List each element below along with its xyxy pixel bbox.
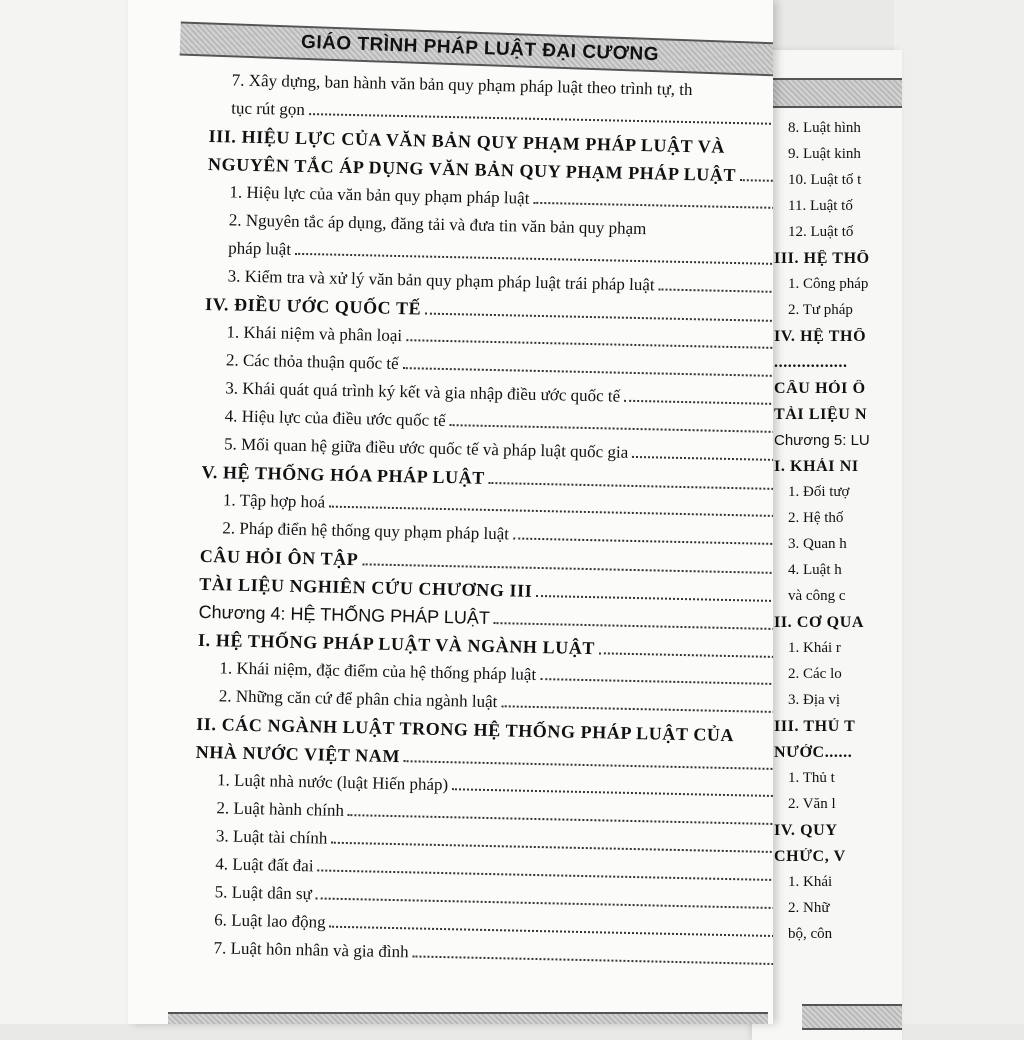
right-toc-entry: I. KHÁI NI <box>774 458 859 475</box>
right-toc-entry: 1. Khái r <box>788 640 841 656</box>
right-page <box>752 50 902 1040</box>
toc-entry-title: TÀI LIỆU NGHIÊN CỨU CHƯƠNG III <box>199 573 533 601</box>
toc-leader-dots <box>403 366 773 378</box>
toc-leader-dots <box>536 594 773 603</box>
toc-leader-dots <box>406 338 773 350</box>
right-toc-entry: 2. Hệ thố <box>788 510 844 526</box>
toc-leader-dots <box>412 954 773 965</box>
right-toc-entry: bộ, côn <box>788 926 833 942</box>
toc-entry-title: 3. Khái quát quá trình ký kết và gia nhập điều ước quốc tế <box>225 378 621 406</box>
right-toc-entry: 1. Thủ t <box>788 770 835 786</box>
right-toc-entry: III. HỆ THỐ <box>774 250 870 267</box>
toc-leader-dots <box>404 759 773 771</box>
toc-leader-dots <box>740 178 773 183</box>
right-toc-entry: 10. Luật tố t <box>788 172 862 188</box>
right-toc-entry: CHỨC, V <box>774 848 846 865</box>
right-toc-entry: 8. Luật hình <box>788 120 861 136</box>
toc-entry-title: 2. Luật hành chính <box>216 798 345 820</box>
right-page-bottom-band <box>802 1004 902 1030</box>
toc-entry-title: Chương 4: HỆ THỐNG PHÁP LUẬT <box>198 601 491 628</box>
bottom-band <box>168 1012 768 1024</box>
toc-entry-title: 5. Mối quan hệ giữa điều ước quốc tế và pháp luật quốc gia <box>223 434 629 462</box>
right-toc-entry: 4. Luật h <box>788 562 842 578</box>
right-table-of-contents <box>774 120 902 952</box>
toc-entry-title: IV. ĐIỀU ƯỚC QUỐC TẾ <box>204 293 422 319</box>
right-toc-entry: 1. Công pháp <box>788 276 869 292</box>
toc-leader-dots <box>348 813 773 826</box>
toc-entry-title: 3. Kiểm tra và xử lý văn bản quy phạm pháp luật trái pháp luật <box>227 266 655 295</box>
toc-leader-dots <box>317 868 773 881</box>
right-toc-entry: 2. Nhữ <box>788 900 830 916</box>
right-toc-entry: 1. Đối tượ <box>788 484 850 500</box>
toc-leader-dots <box>329 505 773 518</box>
toc-entry-title: NHÀ NƯỚC VIỆT NAM <box>195 741 401 767</box>
toc-entry-title: 2. Nguyên tắc áp dụng, đăng tải và đưa tin văn bản quy phạm <box>228 210 647 239</box>
right-toc-entry: ................ <box>774 354 848 371</box>
main-page <box>128 0 773 1024</box>
right-toc-entry: 3. Địa vị <box>788 692 841 708</box>
toc-leader-dots <box>309 112 773 126</box>
toc-entry-title: III. HIỆU LỰC CỦA VĂN BẢN QUY PHẠM PHÁP LUẬT VÀ <box>208 125 726 157</box>
toc-leader-dots <box>513 536 773 546</box>
right-toc-entry: 2. Các lo <box>788 666 842 682</box>
toc-entry-title: 5. Luật dân sự <box>214 882 312 904</box>
toc-leader-dots <box>494 621 773 631</box>
right-toc-entry: III. THỦ T <box>774 718 856 735</box>
toc-leader-dots <box>452 787 773 798</box>
toc-entry-title: 4. Luật đất đai <box>215 854 314 876</box>
right-toc-entry: 12. Luật tố <box>788 224 854 240</box>
toc-entry-title: CÂU HỎI ÔN TẬP <box>199 545 359 570</box>
toc-leader-dots <box>331 841 773 854</box>
toc-entry-title: 6. Luật lao động <box>214 910 326 932</box>
toc-leader-dots <box>295 252 773 266</box>
toc-entry-title: 2. Những căn cứ để phân chia ngành luật <box>218 686 498 712</box>
toc-entry-title: 4. Hiệu lực của điều ước quốc tế <box>224 406 446 431</box>
toc-leader-dots <box>659 287 773 294</box>
toc-entry-title: pháp luật <box>228 238 292 259</box>
toc-entry-title: I. HỆ THỐNG PHÁP LUẬT VÀ NGÀNH LUẬT <box>197 629 596 659</box>
toc-leader-dots <box>540 677 773 686</box>
toc-entry-title: 1. Hiệu lực của văn bản quy phạm pháp luật <box>229 182 530 208</box>
toc-entry-title: 1. Khái niệm và phân loại <box>226 322 403 346</box>
toc-entry-title: V. HỆ THỐNG HÓA PHÁP LUẬT <box>201 461 486 488</box>
book-title: GIÁO TRÌNH PHÁP LUẬT ĐẠI CƯƠNG <box>300 31 660 66</box>
toc-entry-title: NGUYÊN TẮC ÁP DỤNG VĂN BẢN QUY PHẠM PHÁP LUẬT <box>207 153 737 186</box>
toc-entry-title: 2. Pháp điển hệ thống quy phạm pháp luật <box>222 518 510 544</box>
background-right <box>894 0 1024 1024</box>
right-toc-entry: II. CƠ QUA <box>774 614 865 631</box>
header-bar <box>180 22 773 77</box>
right-toc-entry: 2. Văn l <box>788 796 836 812</box>
toc-leader-dots <box>489 481 773 491</box>
right-toc-entry: IV. QUY <box>774 822 838 839</box>
right-toc-entry: 2. Tư pháp <box>788 302 853 318</box>
right-toc-entry: TÀI LIỆU N <box>774 406 868 423</box>
toc-entry-title: tục rút gọn <box>231 98 306 119</box>
toc-leader-dots <box>329 925 773 938</box>
right-toc-entry: CÂU HỎI Ô <box>774 380 866 397</box>
toc-leader-dots <box>450 423 773 434</box>
right-toc-entry: NƯỚC...... <box>774 744 853 761</box>
right-toc-entry: 3. Quan h <box>788 536 847 552</box>
right-toc-entry: 11. Luật tố <box>788 198 853 214</box>
toc-entry-title: 2. Các thỏa thuận quốc tế <box>225 350 399 374</box>
toc-leader-dots <box>316 896 773 909</box>
right-toc-entry: Chương 5: LU <box>774 432 870 449</box>
toc-entry-title: 1. Luật nhà nước (luật Hiến pháp) <box>216 770 449 795</box>
toc-entry-title: II. CÁC NGÀNH LUẬT TRONG HỆ THỐNG PHÁP LUẬT CỦA <box>196 713 735 746</box>
toc-leader-dots <box>632 455 773 462</box>
toc-entry-title: 7. Xây dựng, ban hành văn bản quy phạm pháp luật theo trình tự, th <box>231 70 693 100</box>
toc-leader-dots <box>533 201 773 210</box>
right-toc-entry: 9. Luật kinh <box>788 146 861 162</box>
toc-leader-dots <box>501 704 773 714</box>
background-left <box>0 0 128 1024</box>
toc-entry-title: 1. Tập hợp hoá <box>222 490 326 512</box>
right-toc-entry: 1. Khái <box>788 874 833 890</box>
toc-leader-dots <box>362 562 773 574</box>
toc-entry-title: 7. Luật hôn nhân và gia đình <box>213 938 409 962</box>
toc-leader-dots <box>599 651 773 659</box>
right-toc-entry: IV. HỆ THỐ <box>774 328 867 345</box>
toc-leader-dots <box>624 399 773 406</box>
toc-leader-dots <box>425 312 773 323</box>
right-page-header-bar <box>760 78 902 108</box>
toc-entry-title: 1. Khái niệm, đặc điểm của hệ thống pháp luật <box>219 658 537 684</box>
table-of-contents <box>191 70 773 979</box>
toc-entry-title: 3. Luật tài chính <box>215 826 328 848</box>
right-toc-entry: và công c <box>788 588 846 604</box>
